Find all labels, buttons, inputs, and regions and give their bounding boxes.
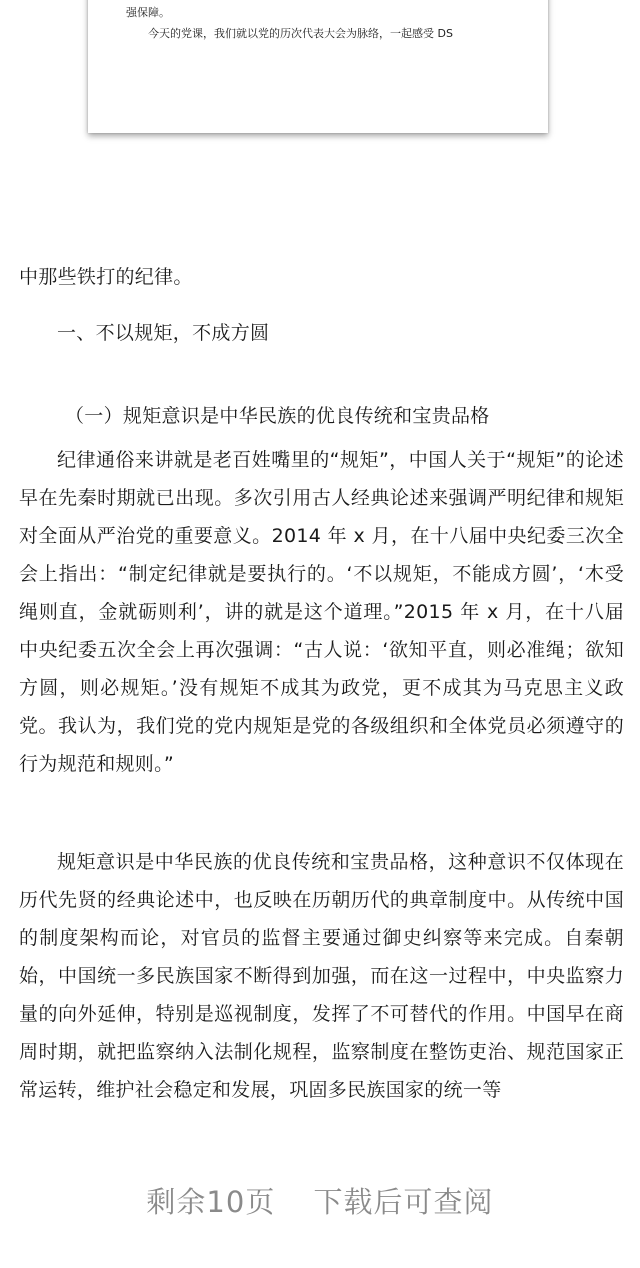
continuation-text: 中那些铁打的纪律。 [19, 266, 193, 288]
download-prompt[interactable] [0, 1180, 640, 1221]
preview-text-line: 强保障。 [126, 6, 170, 19]
preview-text-line: 今天的党课，我们就以党的历次代表大会为脉络，一起感受 DS [148, 27, 453, 40]
subsection-heading: （一）规矩意识是中华民族的优良传统和宝贵品格 [65, 405, 490, 427]
paragraph: 纪律通俗来讲就是老百姓嘴里的“规矩”，中国人关于“规矩”的论述早在先秦时期就已出现。多次引用古人经典论述来强调严明纪律和规矩对全面从严治党的重要意义。2014 年 x 月，在十八届中央纪委三次全会上指出：“制定纪律就是要执行的。‘不以规矩，不能成方圆’，‘木受绳则直，金就砺则利’，讲的就是这个道理。”2015 年 x 月，在十八届中央纪委五次全会上再次强调：“古人说：‘欲知平直，则必准绳；欲知方圆，则必规矩。’没有规矩不成其为政党，更不成其为马克思主义政党。我认为，我们党的党内规矩是党的各级组织和全体党员必须遵守的行为规范和规则。” [19, 449, 624, 775]
section-heading: 一、不以规矩，不成方圆 [57, 322, 270, 344]
paragraph: 规矩意识是中华民族的优良传统和宝贵品格，这种意识不仅体现在历代先贤的经典论述中，也反映在历朝历代的典章制度中。从传统中国的制度架构而论，对官员的监督主要通过御史纠察等来完成。自秦朝始，中国统一多民族国家不断得到加强，而在这一过程中，中央监察力量的向外延伸，特别是巡视制度，发挥了不可替代的作用。中国早在商周时期，就把监察纳入法制化规程，监察制度在整饬吏治、规范国家正常运转，维护社会稳定和发展，巩固多民族国家的统一等 [19, 851, 624, 1101]
page-preview-card [88, 0, 548, 133]
remaining-pages-label: 剩余10页 [146, 1185, 276, 1219]
download-to-view-label[interactable]: 下载后可查阅 [313, 1185, 494, 1219]
